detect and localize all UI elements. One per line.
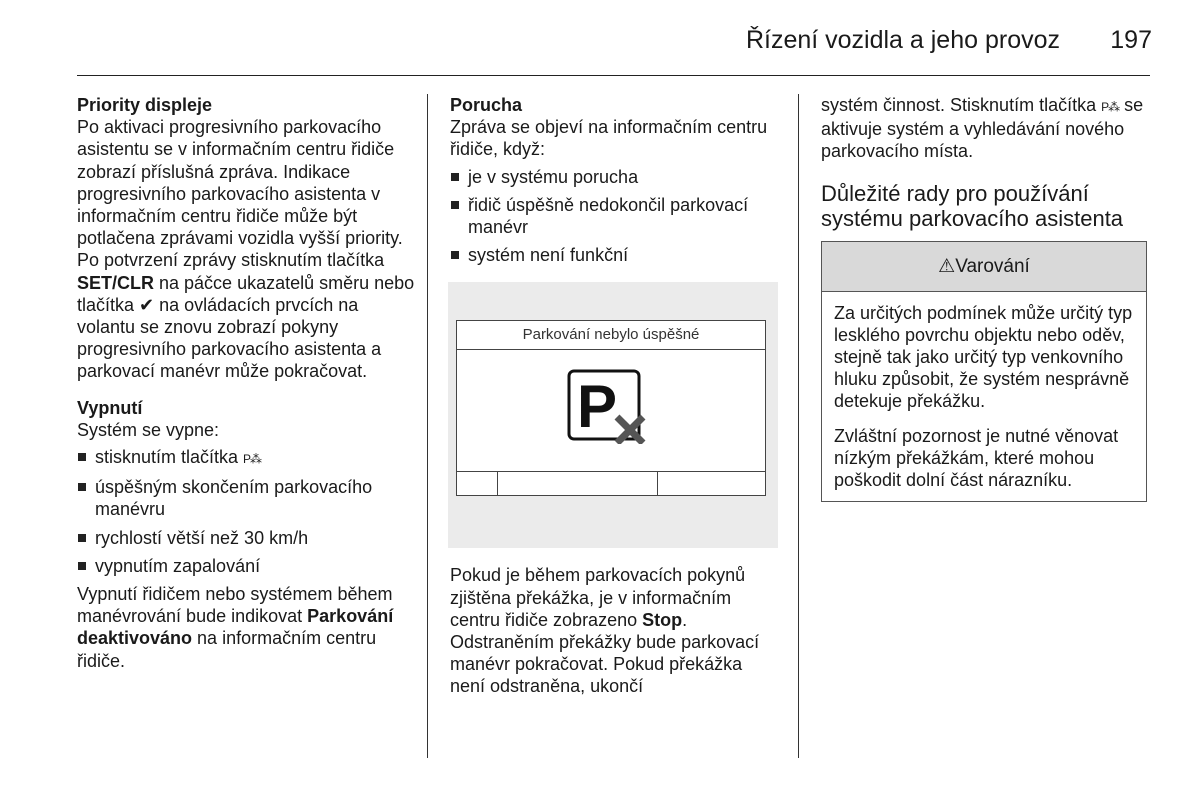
- column-divider: [798, 94, 799, 758]
- warning-header: [822, 242, 1146, 292]
- section-heading-tips: Důležité rady pro používání systému parkovacího asistenta: [821, 180, 1124, 231]
- check-icon: ✔: [139, 294, 155, 315]
- column-right: [821, 94, 1151, 502]
- paragraph-continuation: systém činnost. Stisknutím tlačítka P⁂ se aktivuje systém a vyhledávání nového parkovacího místa.: [821, 95, 1144, 162]
- section-heading-fault: Porucha: [450, 95, 523, 115]
- column-divider: [427, 94, 428, 758]
- list-item: rychlostí větší než 30 km/h: [77, 527, 415, 549]
- warning-title: Varování: [955, 255, 1030, 277]
- list-item: systém není funkční: [450, 244, 780, 266]
- warning-paragraph: Za určitých podmínek může určitý typ lesklého povrchu objektu nebo oděv, stejně tak jako určitý typ venkovního hluku způsobit, že systém nesprávně detekuje překážku.: [834, 302, 1133, 412]
- warning-icon: ⚠: [938, 255, 956, 277]
- list-item: úspěšným skončením parkovacího manévru: [77, 476, 415, 520]
- paragraph-priority: Po aktivaci progresivního parkovacího asistentu se v informačním centru řidiče zobrazí příslušná zpráva. Indikace progresivního parkovacího asistenta v informačním centru řidiče může být potlačena zprávami vozidla vyšší priority. Po potvrzení zprávy stisknutím tlačítka SET/CLR na páčce ukazatelů směru nebo tlačítka ✔ na ovládacích prvcích na volantu se znovu zobrazí pokyny progresivního parkovacího asistenta a parkovací manévr může pokračovat.: [77, 117, 415, 382]
- list-item: řidič úspěšně nedokončil parkovací manévr: [450, 194, 780, 238]
- stop-message: Stop: [642, 609, 683, 630]
- paragraph-stop: Pokud je během parkovacích pokynů zjištěna překážka, je v informačním centru řidiče zobrazeno Stop. Odstraněním překážky bude parkovací manévr pokračovat. Pokud překážka není odstraněna, ukončí: [450, 565, 760, 697]
- warning-paragraph: Zvláštní pozornost je nutné věnovat nízkým překážkám, které mohou poškodit dolní část nárazníku.: [834, 425, 1119, 491]
- list-item: vypnutím zapalování: [77, 555, 415, 577]
- paragraph-fault: Zpráva se objeví na informačním centru řidiče, když:: [450, 117, 768, 160]
- display-footer: [457, 471, 765, 496]
- svg-text:P: P: [577, 373, 618, 441]
- page-number: 197: [1110, 26, 1152, 54]
- page-header-title: Řízení vozidla a jeho provoz: [745, 26, 1060, 54]
- paragraph-off: Systém se vypne:: [77, 419, 220, 440]
- parking-button-icon: P⁂: [243, 452, 262, 467]
- warning-box: [821, 241, 1147, 503]
- display-illustration: [448, 282, 778, 548]
- set-clr-label: SET/CLR: [77, 272, 155, 293]
- list-item: je v systému porucha: [450, 166, 780, 188]
- parking-button-icon: P⁂: [1101, 100, 1120, 114]
- driver-info-display: [456, 320, 766, 496]
- warning-body: [822, 292, 1146, 502]
- column-middle: [450, 94, 780, 698]
- deactivated-message: Parkování deaktivováno: [77, 606, 394, 649]
- display-title: Parkování nebylo úspěšné: [457, 321, 765, 350]
- list-item: stisknutím tlačítka P⁂: [77, 446, 415, 470]
- column-left: [77, 94, 415, 672]
- off-list: [77, 446, 415, 577]
- fault-list: [450, 166, 780, 267]
- parking-failed-icon: [567, 369, 647, 444]
- section-heading-priority: Priority displeje: [77, 95, 213, 115]
- section-heading-off: Vypnutí: [77, 397, 143, 418]
- header-rule: [77, 75, 1150, 76]
- paragraph-deactivation: Vypnutí řidičem nebo systémem během manévrování bude indikovat Parkování deaktivováno na informačním centru řidiče.: [77, 584, 394, 671]
